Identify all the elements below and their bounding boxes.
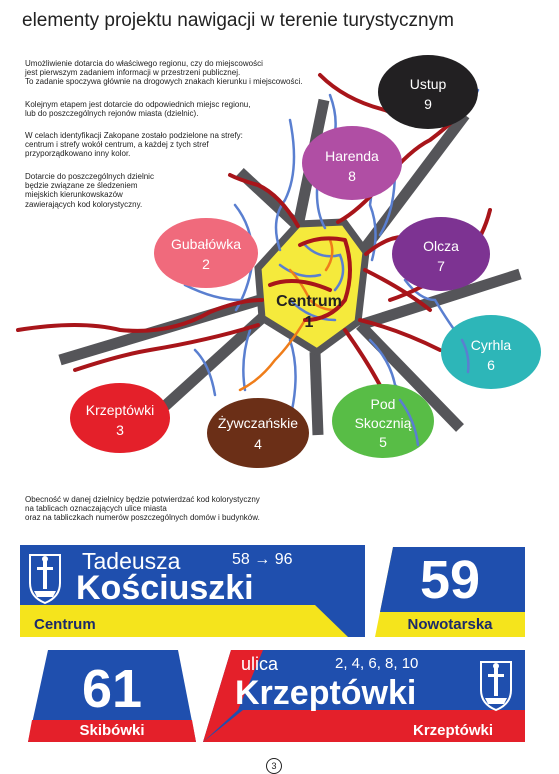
house-range: 58 → 96 (232, 551, 293, 568)
text-line: oraz na tabliczkach numerów poszczególnych domów i budynków. (25, 513, 260, 523)
text-line: Umożliwienie dotarcia do właściwego regionu, czy do miejscowości (25, 59, 263, 68)
text-line: Kolejnym etapem jest dotarcie do odpowiednich miejsc regionu, (25, 100, 251, 109)
house-number-sign-61 (28, 650, 196, 742)
coat-of-arms-icon (30, 555, 60, 603)
text-line: To zadanie spoczywa głównie na drogowych znakach kierunku i miejscowości. (25, 77, 303, 87)
text-line: przyporządkowano inny kolor. (25, 149, 131, 159)
presence-paragraph (25, 495, 445, 523)
house-street-name: Skibówki (79, 722, 145, 739)
boundary-line (315, 352, 318, 435)
ustup-number: 9 (424, 96, 432, 112)
olcza-zone (392, 217, 490, 291)
text-line: zawierających kod kolorystyczny. (25, 199, 143, 209)
street-name: Krzeptówki (235, 674, 417, 712)
street-prefix: ulica (241, 654, 279, 674)
text-line: na tablicach oznaczających ulice miasta (25, 504, 167, 514)
zywczanskie-number: 4 (254, 436, 262, 452)
text-line: Obecność w danej dzielnicy będzie potwierdzać kod kolorystyczny (25, 495, 260, 504)
text-line: W celach identyfikacji Zakopane zostało podzielone na strefy: (25, 131, 243, 140)
coat-of-arms-icon (481, 662, 511, 710)
ustup-zone (378, 55, 478, 129)
cyrhla-number: 6 (487, 357, 495, 373)
text-line: centrum i strefy wokół centrum, a każdej z tych stref (25, 140, 209, 150)
street-sign-krzeptowki (203, 650, 525, 742)
boundary-line (240, 172, 298, 226)
text-line: jest pierwszym zadaniem informacji w przestrzeni publicznej. (25, 68, 241, 78)
street-first-name: Tadeusza (82, 548, 181, 574)
street-name: Kościuszki (76, 569, 254, 607)
krzeptowki-number: 3 (116, 422, 124, 438)
pod-skocznia-name-1: Pod (370, 396, 396, 412)
house-number-sign-59 (375, 547, 525, 637)
page-number: 3 (266, 758, 282, 774)
cyrhla-name: Cyrhla (470, 337, 512, 353)
centrum-number: 1 (304, 314, 314, 331)
text-line: lub do poszczególnych rejonów miasta (dzielnic). (25, 109, 199, 119)
text-line: Dotarcie do poszczególnych dzielnic (25, 172, 154, 181)
gubalowka-name: Gubałówka (170, 236, 242, 252)
gubalowka-zone (154, 218, 258, 288)
pod-skocznia-number: 5 (379, 434, 387, 450)
house-range: 2, 4, 6, 8, 10 (335, 655, 419, 672)
pod-skocznia-name-2: Skocznią (354, 415, 412, 431)
krzeptowki-name: Krzeptówki (85, 402, 155, 418)
district-name: Krzeptówki (413, 722, 494, 739)
page-title: elementy projektu nawigacji w terenie turystycznym (22, 10, 454, 31)
harenda-name: Harenda (325, 148, 379, 164)
district-name: Centrum (34, 616, 96, 633)
street-sign-kosciuszki (20, 545, 365, 637)
text-line: będzie związane ze śledzeniem (25, 181, 138, 191)
centrum-name: Centrum (276, 293, 342, 310)
ustup-name: Ustup (409, 76, 447, 92)
olcza-number: 7 (437, 258, 445, 274)
house-number: 61 (81, 659, 143, 719)
krzeptowki-zone (70, 383, 170, 453)
text-line: miejskich kierunkowskazów (25, 190, 123, 200)
harenda-number: 8 (348, 168, 356, 184)
house-number: 59 (419, 550, 481, 610)
gubalowka-number: 2 (202, 256, 210, 272)
zywczanskie-name: Żywczańskie (217, 415, 299, 431)
house-street-name: Nowotarska (407, 616, 493, 633)
olcza-name: Olcza (423, 238, 459, 254)
zywczanskie-zone (207, 398, 309, 468)
stream (290, 340, 296, 410)
